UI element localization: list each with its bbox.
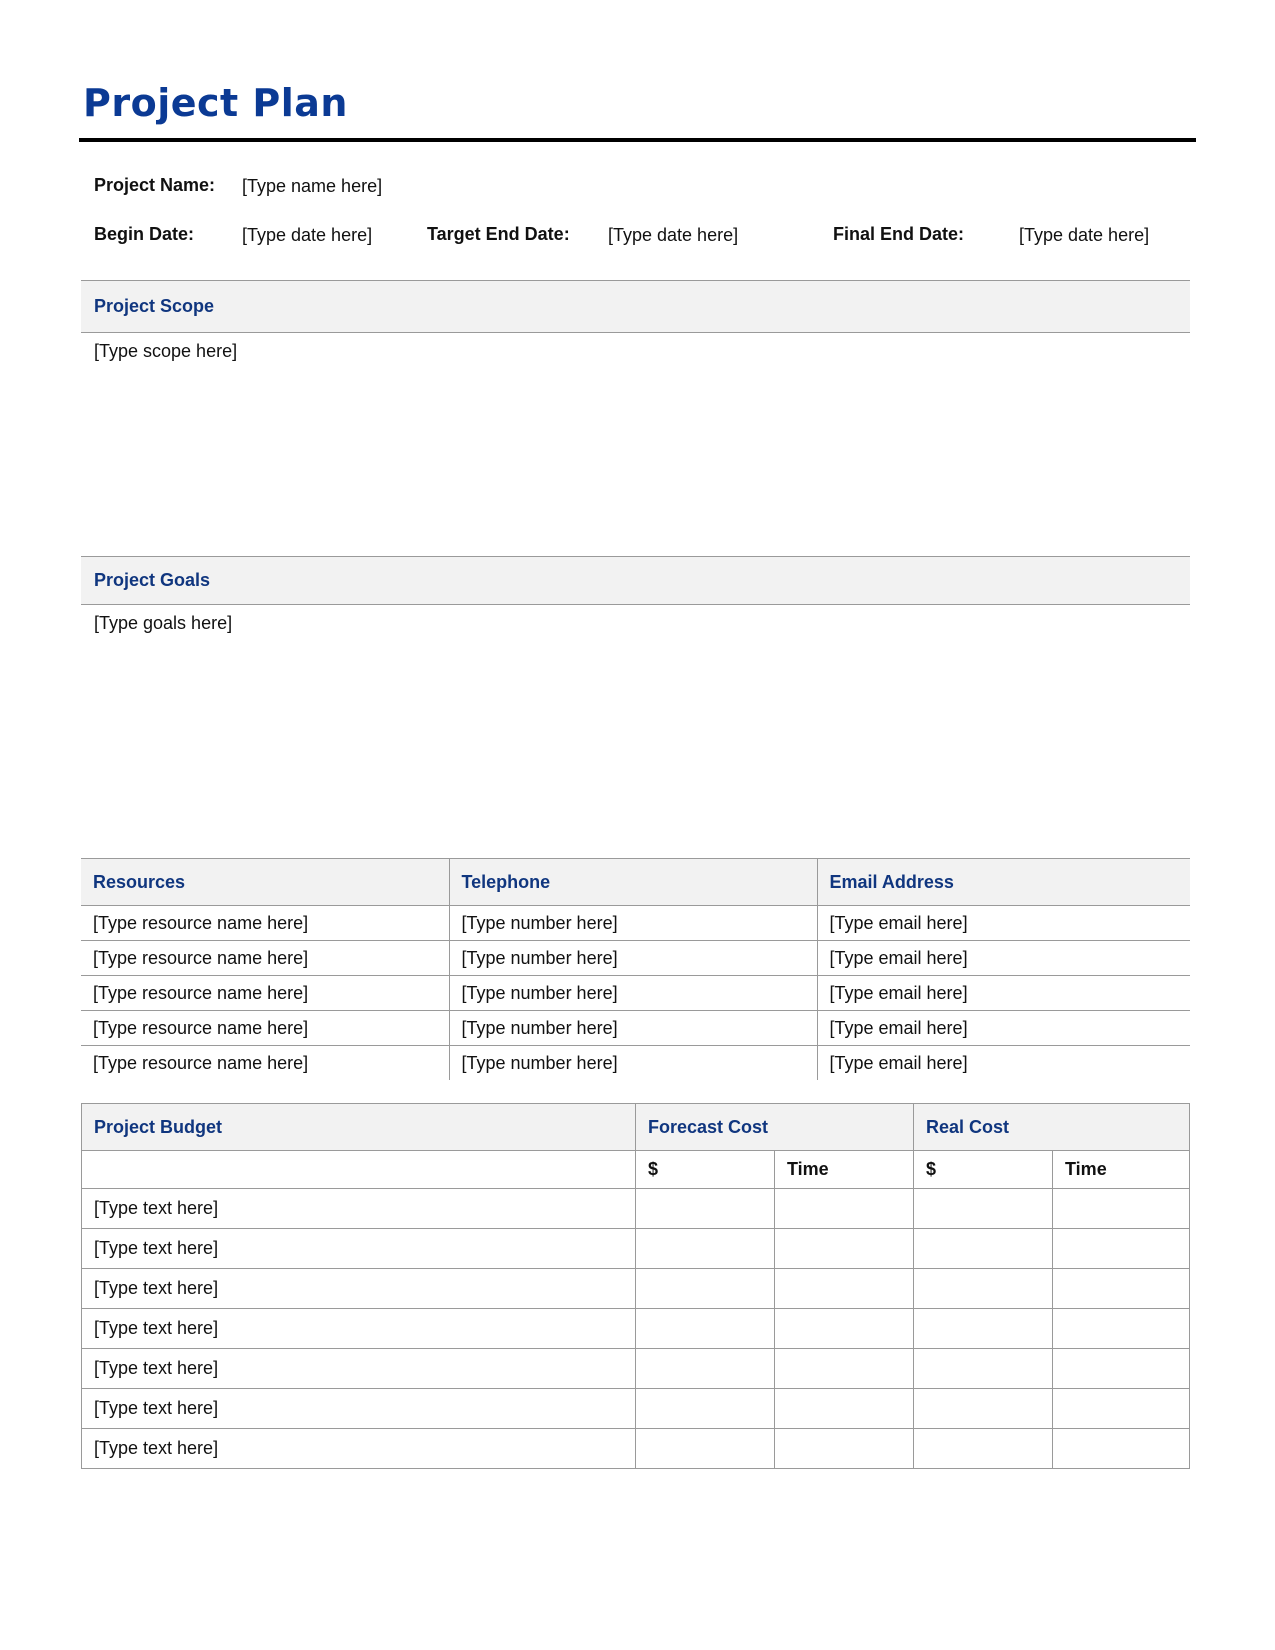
real-cost-header: Real Cost [914, 1104, 1190, 1151]
resources-table [81, 858, 1190, 1080]
resource-name-cell[interactable]: [Type resource name here] [93, 1052, 309, 1073]
real-time-cell[interactable] [1053, 1389, 1190, 1429]
email-cell[interactable]: [Type email here] [817, 1011, 1190, 1046]
forecast-time-cell[interactable] [775, 1429, 914, 1469]
telephone-cell[interactable]: [Type number here] [449, 1046, 817, 1081]
forecast-time-cell[interactable] [775, 1389, 914, 1429]
begin-date-label: Begin Date: [94, 224, 195, 244]
project-name-field[interactable]: [Type name here] [242, 176, 383, 196]
real-dollar-cell[interactable] [914, 1229, 1053, 1269]
telephone-column-header: Telephone [449, 859, 817, 906]
project-goals-field[interactable]: [Type goals here] [94, 613, 233, 633]
title-divider [79, 138, 1196, 142]
forecast-cost-header: Forecast Cost [636, 1104, 914, 1151]
real-dollar-cell[interactable] [914, 1189, 1053, 1229]
forecast-time-cell[interactable] [775, 1189, 914, 1229]
budget-item-cell[interactable]: [Type text here] [82, 1429, 636, 1469]
table-row [81, 1011, 1190, 1046]
budget-item-cell[interactable]: [Type text here] [82, 1269, 636, 1309]
table-row [81, 1046, 1190, 1081]
forecast-dollar-header: $ [636, 1151, 775, 1189]
real-dollar-cell[interactable] [914, 1309, 1053, 1349]
real-dollar-header: $ [914, 1151, 1053, 1189]
budget-item-cell[interactable]: [Type text here] [82, 1389, 636, 1429]
forecast-time-cell[interactable] [775, 1229, 914, 1269]
table-row [82, 1269, 1190, 1309]
forecast-dollar-cell[interactable] [636, 1349, 775, 1389]
budget-item-cell[interactable]: [Type text here] [82, 1229, 636, 1269]
real-time-cell[interactable] [1053, 1349, 1190, 1389]
table-row [81, 906, 1190, 941]
table-row [82, 1309, 1190, 1349]
forecast-time-header: Time [775, 1151, 914, 1189]
table-row [82, 1389, 1190, 1429]
project-scope-header [81, 280, 1190, 333]
email-cell[interactable]: [Type email here] [817, 941, 1190, 976]
email-cell[interactable]: [Type email here] [817, 906, 1190, 941]
page-title: Project Plan [83, 81, 348, 125]
forecast-time-cell[interactable] [775, 1349, 914, 1389]
project-goals-heading: Project Goals [94, 570, 211, 590]
forecast-dollar-cell[interactable] [636, 1309, 775, 1349]
real-time-cell[interactable] [1053, 1309, 1190, 1349]
budget-item-cell[interactable]: [Type text here] [82, 1309, 636, 1349]
resources-column-header: Resources [81, 859, 449, 906]
telephone-cell[interactable]: [Type number here] [449, 1011, 817, 1046]
real-time-cell[interactable] [1053, 1269, 1190, 1309]
real-dollar-cell[interactable] [914, 1429, 1053, 1469]
telephone-cell[interactable]: [Type number here] [449, 976, 817, 1011]
real-time-cell[interactable] [1053, 1229, 1190, 1269]
forecast-time-cell[interactable] [775, 1269, 914, 1309]
table-row [82, 1349, 1190, 1389]
email-column-header: Email Address [817, 859, 1190, 906]
real-dollar-cell[interactable] [914, 1389, 1053, 1429]
project-name-label: Project Name: [94, 175, 216, 195]
table-row [81, 976, 1190, 1011]
forecast-dollar-cell[interactable] [636, 1189, 775, 1229]
email-cell[interactable]: [Type email here] [817, 976, 1190, 1011]
project-budget-header: Project Budget [82, 1104, 636, 1151]
real-time-header: Time [1053, 1151, 1190, 1189]
email-cell[interactable]: [Type email here] [817, 1046, 1190, 1081]
table-row [82, 1189, 1190, 1229]
real-time-cell[interactable] [1053, 1429, 1190, 1469]
project-goals-header [81, 556, 1190, 605]
telephone-cell[interactable]: [Type number here] [449, 941, 817, 976]
budget-item-cell[interactable]: [Type text here] [82, 1189, 636, 1229]
forecast-dollar-cell[interactable] [636, 1229, 775, 1269]
resource-name-cell[interactable]: [Type resource name here] [81, 976, 449, 1011]
table-row [81, 941, 1190, 976]
table-row [82, 1229, 1190, 1269]
target-end-date-field[interactable]: [Type date here] [608, 225, 739, 245]
real-dollar-cell[interactable] [914, 1349, 1053, 1389]
budget-item-cell[interactable]: [Type text here] [82, 1349, 636, 1389]
project-budget-table [81, 1103, 1190, 1469]
final-end-date-field[interactable]: [Type date here] [1019, 225, 1150, 245]
final-end-date-label: Final End Date: [833, 224, 965, 244]
resource-name-cell[interactable]: [Type resource name here] [81, 941, 449, 976]
budget-subheader-blank [82, 1151, 636, 1189]
real-time-cell[interactable] [1053, 1189, 1190, 1229]
forecast-dollar-cell[interactable] [636, 1429, 775, 1469]
resource-name-cell[interactable]: [Type resource name here] [81, 1011, 449, 1046]
table-row [82, 1429, 1190, 1469]
telephone-cell[interactable]: [Type number here] [449, 906, 817, 941]
project-scope-heading: Project Scope [94, 296, 215, 316]
target-end-date-label: Target End Date: [427, 224, 570, 244]
forecast-time-cell[interactable] [775, 1309, 914, 1349]
real-dollar-cell[interactable] [914, 1269, 1053, 1309]
project-scope-field[interactable]: [Type scope here] [94, 341, 238, 361]
forecast-dollar-cell[interactable] [636, 1389, 775, 1429]
begin-date-field[interactable]: [Type date here] [242, 225, 373, 245]
forecast-dollar-cell[interactable] [636, 1269, 775, 1309]
resource-name-cell[interactable]: [Type resource name here] [81, 906, 449, 941]
